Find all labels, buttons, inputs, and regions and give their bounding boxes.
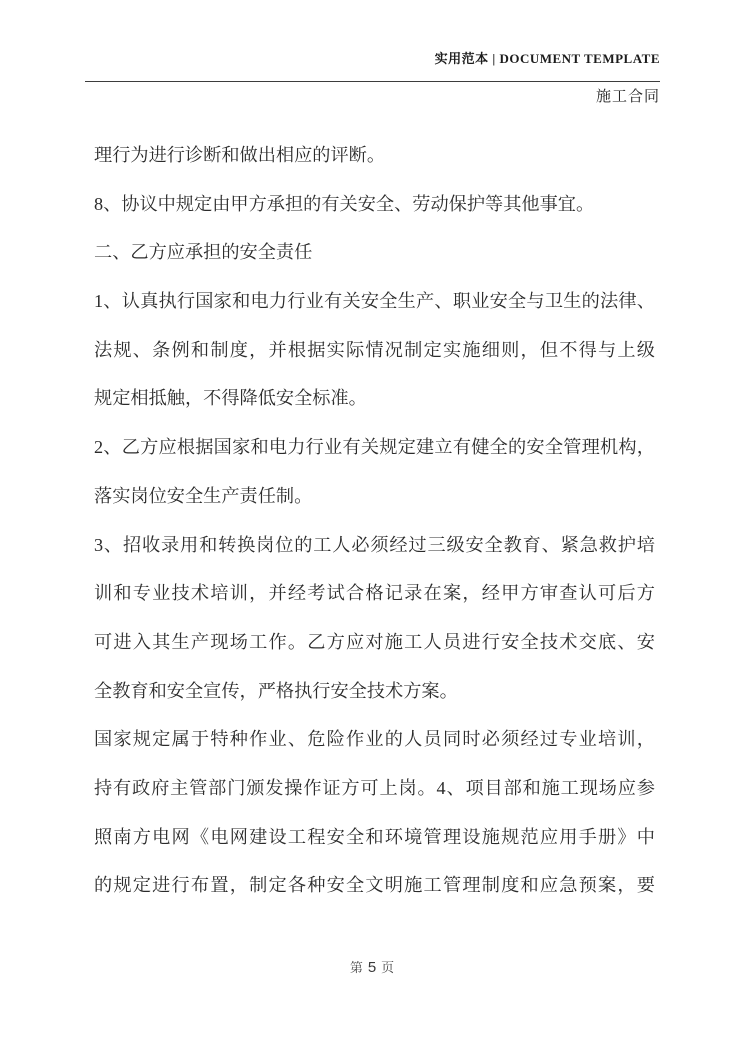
document-line: 训和专业技术培训，并经考试合格记录在案，经甲方审查认可后方 — [94, 583, 655, 604]
header-brand: 实用范本 | DOCUMENT TEMPLATE — [434, 51, 660, 66]
document-line: 法规、条例和制度，并根据实际情况制定实施细则，但不得与上级 — [94, 339, 655, 360]
header-rule — [85, 81, 660, 82]
header-doc-title: 施工合同 — [595, 89, 660, 105]
document-line: 理行为进行诊断和做出相应的评断。 — [94, 145, 386, 165]
footer-page-label-prefix: 第 — [349, 960, 363, 975]
footer-page-label-suffix: 页 — [381, 960, 395, 975]
document-line: 8、协议中规定由甲方承担的有关安全、劳动保护等其他事宜。 — [94, 193, 595, 214]
document-line: 持有政府主管部门颁发操作证方可上岗。4、项目部和施工现场应参 — [94, 777, 655, 798]
document-line: 全教育和安全宣传，严格执行安全技术方案。 — [94, 680, 458, 701]
document-line: 国家规定属于特种作业、危险作业的人员同时必须经过专业培训， — [94, 729, 655, 750]
document-line: 二、乙方应承担的安全责任 — [94, 242, 313, 263]
document-line: 落实岗位安全生产责任制。 — [94, 485, 313, 506]
document-line: 规定相抵触，不得降低安全标准。 — [94, 388, 367, 409]
document-body — [94, 131, 655, 910]
page-footer — [0, 958, 744, 978]
document-line: 照南方电网《电网建设工程安全和环境管理设施规范应用手册》中 — [94, 826, 655, 847]
page-header — [85, 51, 660, 106]
document-line: 的规定进行布置，制定各种安全文明施工管理制度和应急预案，要 — [94, 875, 655, 896]
document-line: 1、认真执行国家和电力行业有关安全生产、职业安全与卫生的法律、 — [94, 291, 655, 312]
footer-page-number: 5 — [367, 959, 377, 976]
document-line: 2、乙方应根据国家和电力行业有关规定建立有健全的安全管理机构， — [94, 437, 655, 458]
document-line: 可进入其生产现场工作。乙方应对施工人员进行安全技术交底、安 — [94, 631, 655, 652]
document-line: 3、招收录用和转换岗位的工人必须经过三级安全教育、紧急救护培 — [94, 534, 655, 555]
